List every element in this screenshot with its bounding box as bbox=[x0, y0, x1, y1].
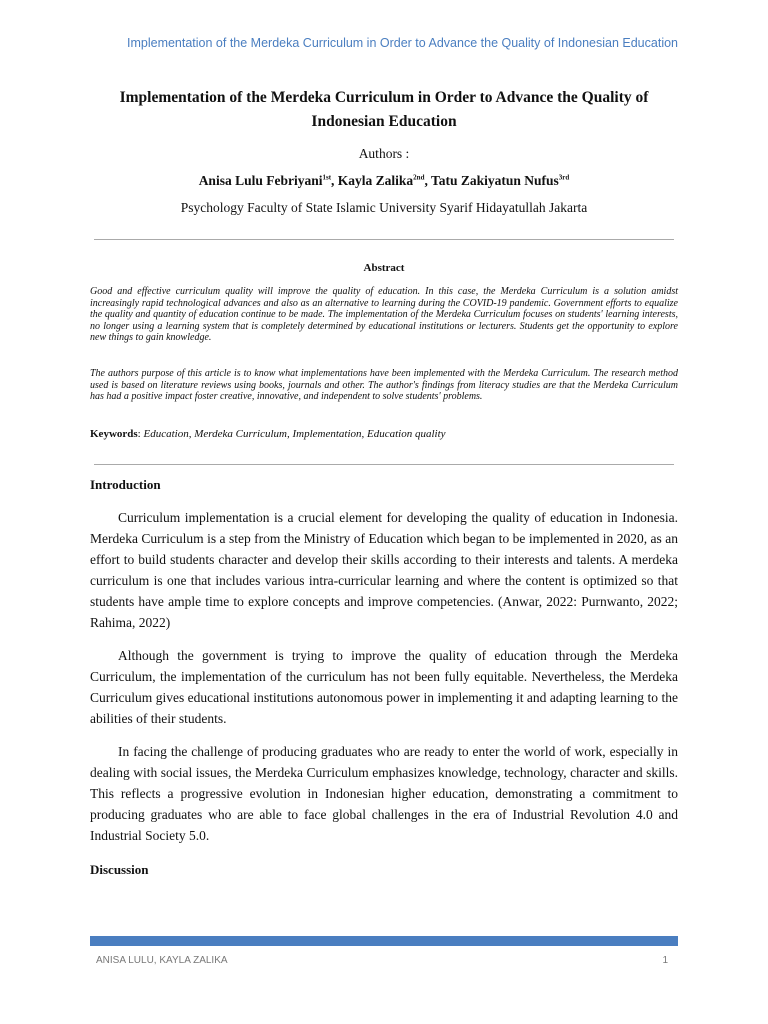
author-order: 2nd bbox=[413, 173, 425, 182]
author-name: Anisa Lulu Febriyani bbox=[198, 173, 323, 188]
abstract-paragraph: The authors purpose of this article is to know what implementations have been implemented with the Merdeka Curriculum. The research method used is based on literature reviews using books, journals and other. The author's findings from literacy studies are that the Merdeka Curriculum has had a positive impact foster creative, innovative, and independent to solve students' problems. bbox=[90, 368, 678, 403]
body-paragraph: Although the government is trying to improve the quality of education through the Merdeka Curriculum, the implementation of the curriculum has not been fully equitable. Nevertheless, the Merdeka Curriculum gives educational institutions autonomous power in implementing it and adapting learning to the abilities of their students. bbox=[90, 648, 678, 726]
introduction-heading: Introduction bbox=[90, 477, 161, 492]
body-paragraph: In facing the challenge of producing graduates who are ready to enter the world of work, especially in dealing with social issues, the Merdeka Curriculum emphasizes knowledge, technology, character and skills. This reflects a progressive evolution in Indonesian higher education, demonstrating a commitment to producing graduates who are able to face global challenges in the era of Industrial Revolution 4.0 and Industrial Society 5.0. bbox=[90, 744, 678, 843]
author-list bbox=[0, 173, 768, 189]
abstract-paragraph: Good and effective curriculum quality will improve the quality of education. In this case, the Merdeka Curriculum is a solution amidst increasingly rapid technological advances and also as an alternative to learning during the COVID-19 pandemic. Government efforts to equalize the quality and quantity of education continue to be made. The implementation of the Merdeka Curriculum focuses on students' learning interests, no longer using a learning system that is completely determined by educational institutions or lecturers. Students get the opportunity to explore new things to gain knowledge. bbox=[90, 286, 678, 344]
authors-label: Authors : bbox=[358, 146, 410, 161]
affiliation: Psychology Faculty of State Islamic University Syarif Hidayatullah Jakarta bbox=[180, 200, 588, 215]
discussion-heading: Discussion bbox=[90, 862, 149, 877]
keywords-label: Keywords bbox=[90, 428, 138, 440]
footer-bar bbox=[90, 936, 678, 946]
keywords: Keywords: Education, Merdeka Curriculum, Implementation, Education quality bbox=[90, 428, 446, 440]
author-name: Tatu Zakiyatun Nufus bbox=[430, 173, 559, 188]
divider-bottom bbox=[94, 464, 674, 465]
paper-title: Implementation of the Merdeka Curriculum in Order to Advance the Quality of Indonesian Education bbox=[119, 89, 649, 130]
divider-top bbox=[94, 239, 674, 240]
author-name: Kayla Zalika bbox=[337, 173, 414, 188]
keywords-text: Education, Merdeka Curriculum, Implementation, Education quality bbox=[143, 428, 446, 440]
running-header: Implementation of the Merdeka Curriculum in Order to Advance the Quality of Indonesian Education bbox=[127, 36, 678, 50]
body-paragraph: Curriculum implementation is a crucial element for developing the quality of education in Indonesia. Merdeka Curriculum is a step from the Ministry of Education which began to be implemented in 2020, as an effort to build students character and develop their skills according to their interests and talents. A merdeka curriculum is one that includes various intra-curricular learning and where the content is optimized so that students have ample time to explore concepts and improve competencies. (Anwar, 2022: Purnwanto, 2022; Rahima, 2022) bbox=[90, 510, 678, 630]
author-separator: , bbox=[331, 173, 338, 188]
page-number: 1 bbox=[662, 955, 668, 966]
footer-author: ANISA LULU, KAYLA ZALIKA bbox=[96, 955, 228, 966]
author-order: 1st bbox=[322, 173, 332, 182]
abstract-heading: Abstract bbox=[363, 262, 405, 274]
author-separator: , bbox=[424, 173, 431, 188]
author-order: 3rd bbox=[558, 173, 570, 182]
